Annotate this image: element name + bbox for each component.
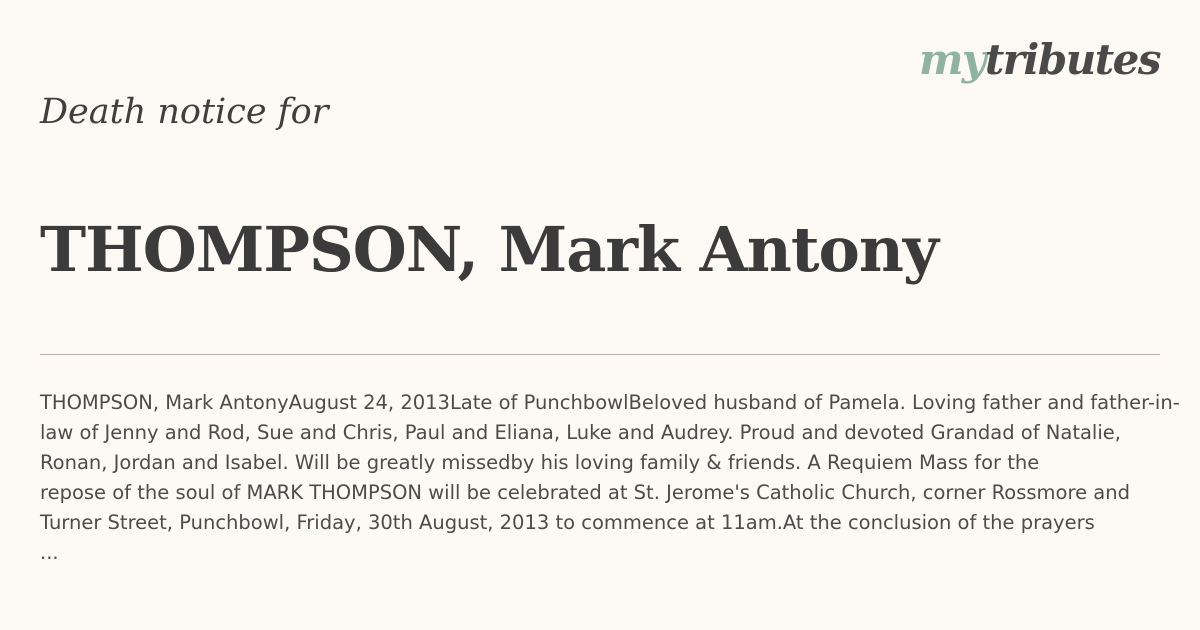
notice-line: repose of the soul of MARK THOMPSON will be celebrated at St. Jerome's Catholic Church, corner Rossmore and	[40, 481, 1130, 504]
notice-line: THOMPSON, Mark AntonyAugust 24, 2013Late of PunchbowlBeloved husband of Pamela. Loving father and father-in-	[40, 391, 1180, 414]
notice-line: Ronan, Jordan and Isabel. Will be greatly missedby his loving family & friends. A Requiem Mass for the	[40, 451, 1040, 474]
notice-body	[40, 388, 1190, 568]
notice-line: Turner Street, Punchbowl, Friday, 30th August, 2013 to commence at 11am.At the conclusion of the prayers	[40, 511, 1095, 534]
mytributes-logo[interactable]	[919, 34, 1160, 86]
notice-ellipsis: ...	[40, 541, 59, 564]
section-divider	[40, 354, 1160, 355]
deceased-name: THOMPSON, Mark Antony	[40, 213, 938, 286]
logo-text-my: my	[918, 35, 985, 84]
death-notice-kicker: Death notice for	[40, 92, 329, 132]
notice-line: law of Jenny and Rod, Sue and Chris, Paul and Eliana, Luke and Audrey. Proud and devoted Grandad of Natalie,	[40, 421, 1121, 444]
logo-text-tributes: tributes	[984, 35, 1160, 84]
